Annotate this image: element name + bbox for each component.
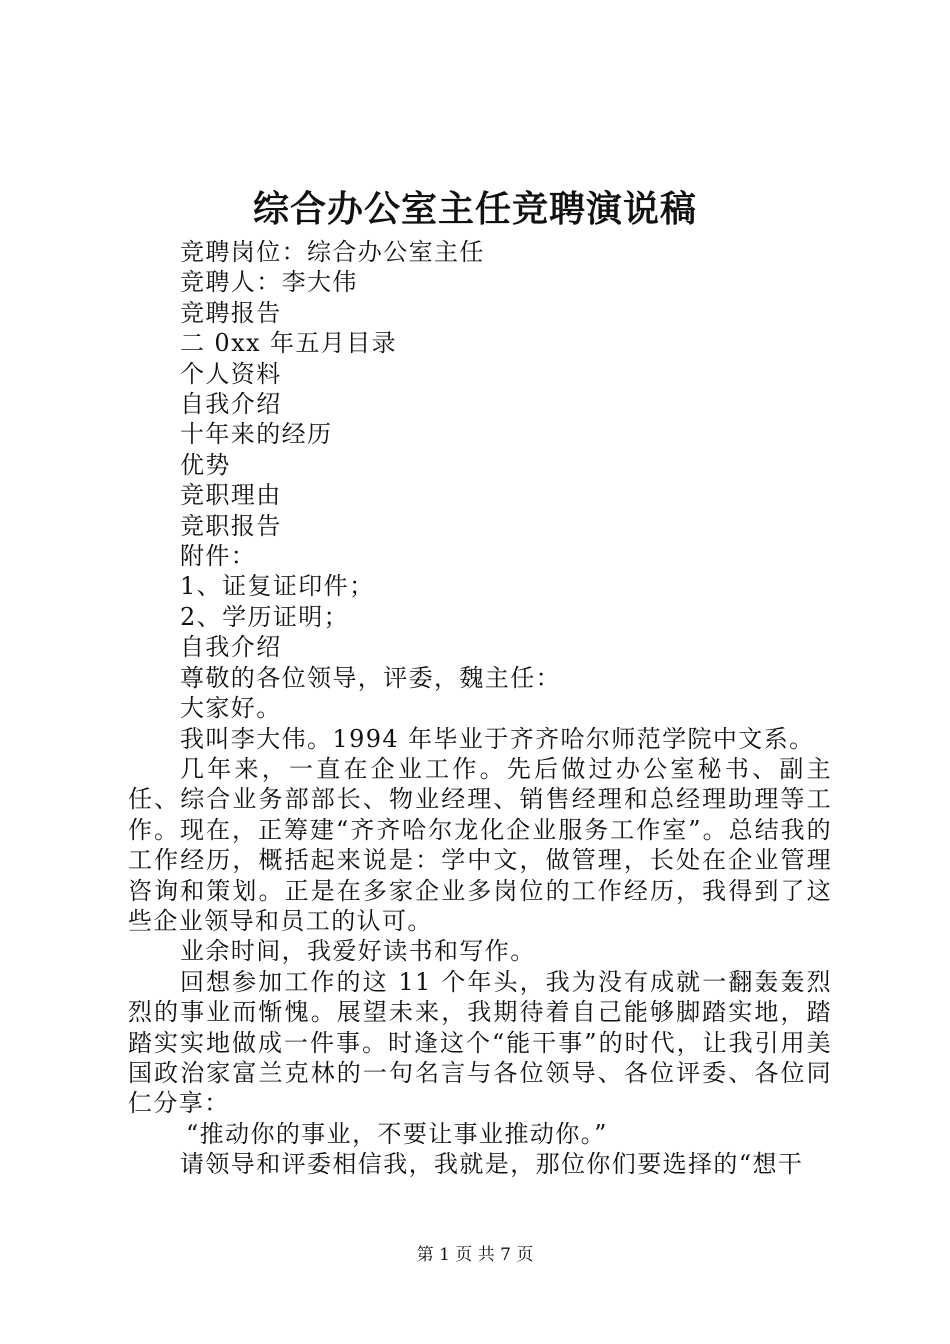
toc-item: 竞职理由: [180, 481, 282, 510]
toc-item: 优势: [180, 450, 231, 479]
intro-line: 我叫李大伟。1994 年毕业于齐齐哈尔师范学院中文系。: [180, 724, 815, 753]
text-line: 二 0xx 年五月目录: [180, 329, 397, 358]
body-paragraph: 业余时间，我爱好读书和写作。: [180, 937, 536, 966]
body-paragraph: 回想参加工作的这 11 个年头，我为没有成就一翻轰轰烈烈的事业而惭愧。展望未来，我期待着自己能够脚踏实地，踏踏实实地做成一件事。时逢这个“能干事”的时代，让我引用美国政治家富兰克林的一句名言与各位领导、各位评委、各位同仁分享：: [128, 967, 832, 1118]
salutation: 尊敬的各位领导，评委，魏主任：: [180, 663, 561, 692]
toc-item: 个人资料: [180, 359, 282, 388]
section-heading: 自我介绍: [180, 633, 282, 662]
toc-item: 2、学历证明；: [180, 602, 350, 631]
page-footer: 第 1 页 共 7 页: [416, 1245, 534, 1265]
quotation: “推动你的事业，不要让事业推动你。”: [186, 1119, 608, 1148]
toc-item: 附件：: [180, 542, 257, 571]
text-line: 竞聘人：李大伟: [180, 268, 358, 297]
toc-item: 1、证复证印件；: [180, 572, 375, 601]
body-paragraph: 几年来，一直在企业工作。先后做过办公室秘书、副主任、综合业务部部长、物业经理、销售经理和总经理助理等工作。现在，正筹建“齐齐哈尔龙化企业服务工作室”。总结我的工作经历，概括起来说是：学中文，做管理，长处在企业管理咨询和策划。正是在多家企业多岗位的工作经历，我得到了这些企业领导和员工的认可。: [128, 754, 832, 935]
text-line: 竞聘岗位：综合办公室主任: [180, 238, 485, 266]
document-body: [128, 237, 832, 1180]
toc-item: 自我介绍: [180, 390, 282, 419]
body-paragraph-truncated: 请领导和评委相信我，我就是，那位你们要选择的“想干: [180, 1150, 804, 1179]
text-line: 竞聘报告: [180, 298, 282, 327]
document-title: 综合办公室主任竞聘演说稿: [252, 188, 697, 230]
toc-item: 十年来的经历: [180, 420, 333, 449]
toc-item: 竞职报告: [180, 511, 282, 540]
greeting: 大家好。: [180, 694, 282, 723]
